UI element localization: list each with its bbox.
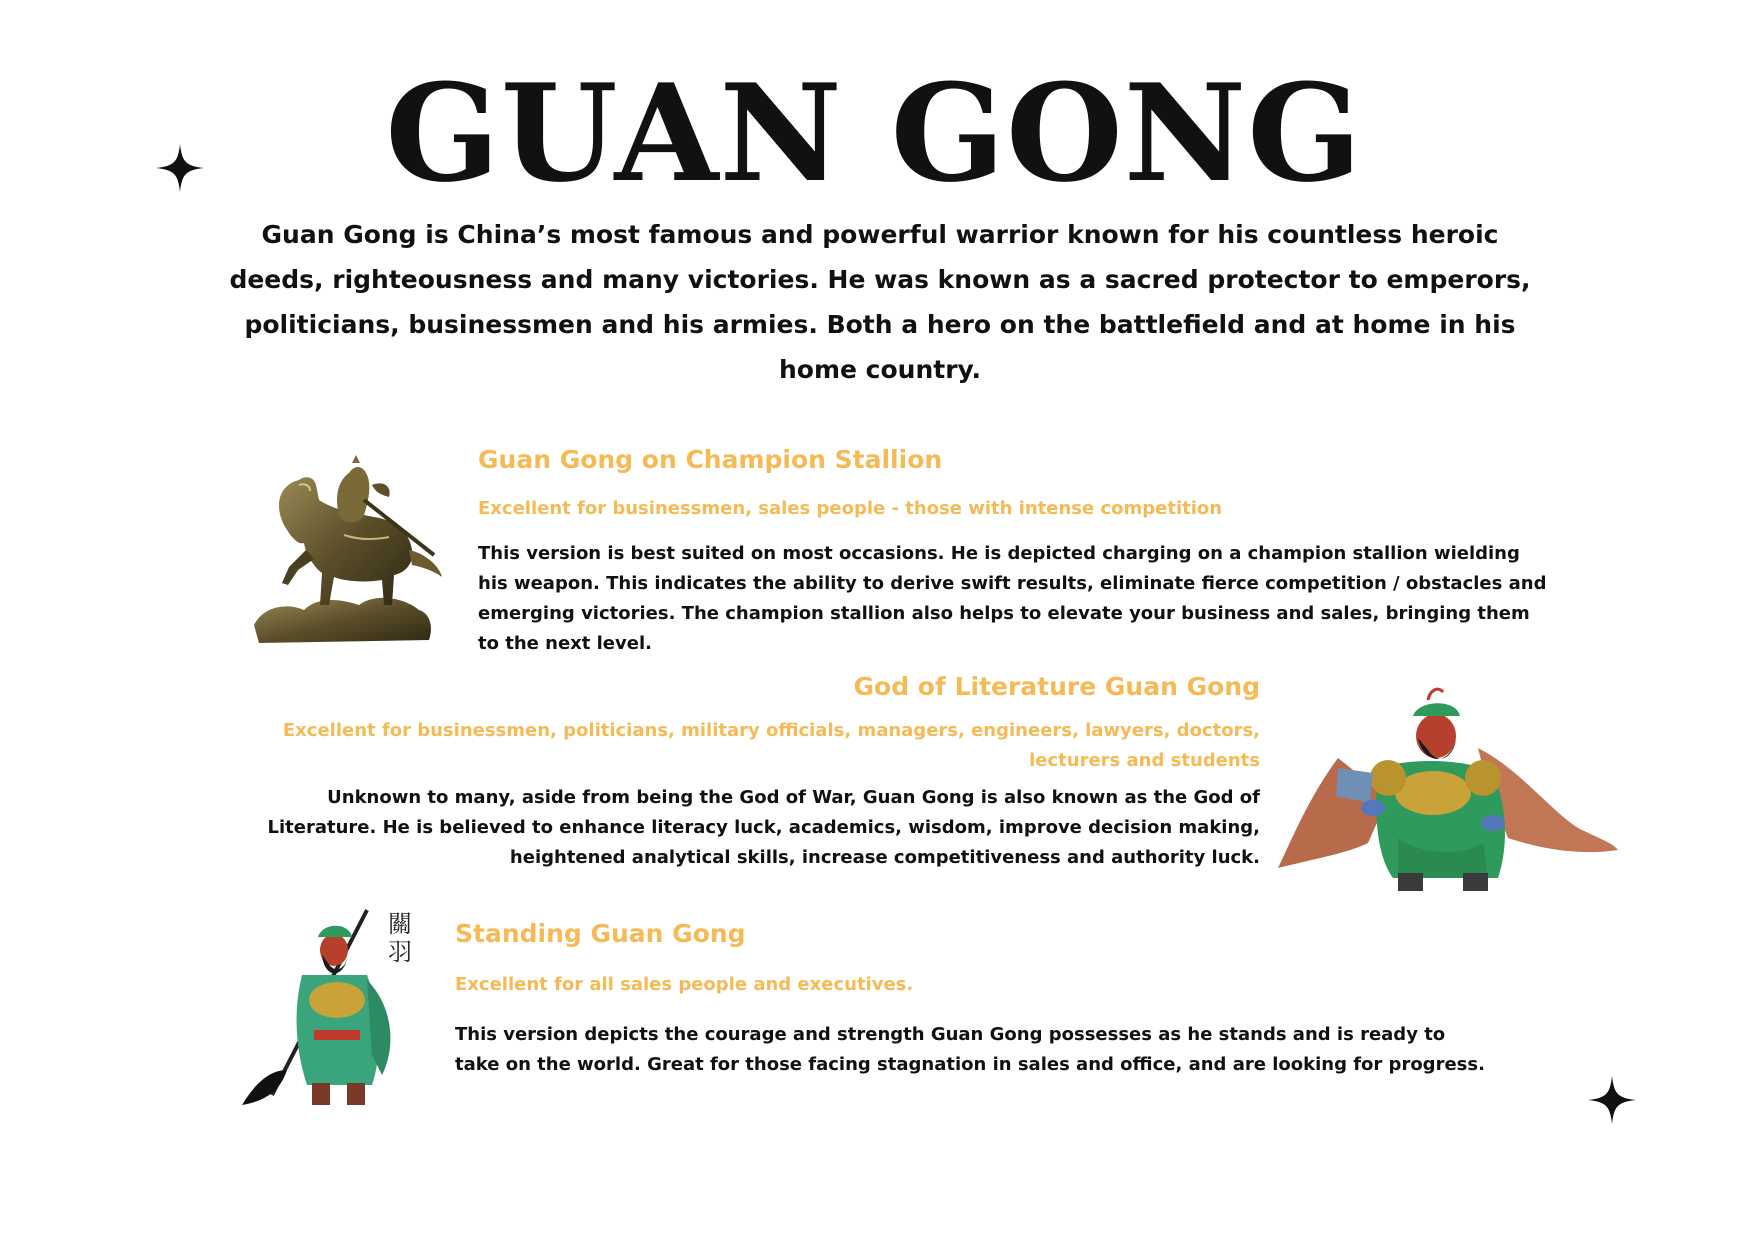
bronze-stallion-statue-image [244,455,444,650]
seal-characters: 關羽 [388,910,412,966]
intro-paragraph: Guan Gong is China’s most famous and powerful warrior known for his countless heroic deeds, righteousness and many victories. He was known as a sacred protector to emperors, politicians, businessmen and his armies. Both a hero on the battlefield and at home in his home country. [229,220,1531,384]
section-body-stallion: This version is best suited on most occasions. He is depicted charging on a champion stallion wielding his weapon. This indicates the ability to derive swift results, eliminate fierce competition / obstacles and emerging victories. The champion stallion also helps to elevate your business and sales, bringing them to the next level. [478,543,1547,654]
section-title-stallion: Guan Gong on Champion Stallion [478,445,943,474]
literature-guan-gong-image [1278,678,1618,900]
section-subtitle-stallion: Excellent for businessmen, sales people - those with intense competition [478,498,1223,519]
page-title: GUAN GONG [385,54,1363,212]
section-subtitle-standing: Excellent for all sales people and executives. [455,974,914,995]
section-body-standing: This version depicts the courage and strength Guan Gong possesses as he stands and is ready to take on the world. Great for those facing stagnation in sales and office, and are looking for progress. [455,1024,1485,1075]
section-title-literature: God of Literature Guan Gong [853,672,1260,701]
section-subtitle-literature: Excellent for businessmen, politicians, military officials, managers, engineers, lawyers, doctors, lecturers and students [282,720,1260,771]
section-title-standing: Standing Guan Gong [455,919,746,948]
section-body-literature: Unknown to many, aside from being the God of War, Guan Gong is also known as the God of Literature. He is believed to enhance literacy luck, academics, wisdom, improve decision making, heightened analytical skills, increase competitiveness and authority luck. [267,787,1260,868]
sparkle-icon [1588,1076,1636,1124]
